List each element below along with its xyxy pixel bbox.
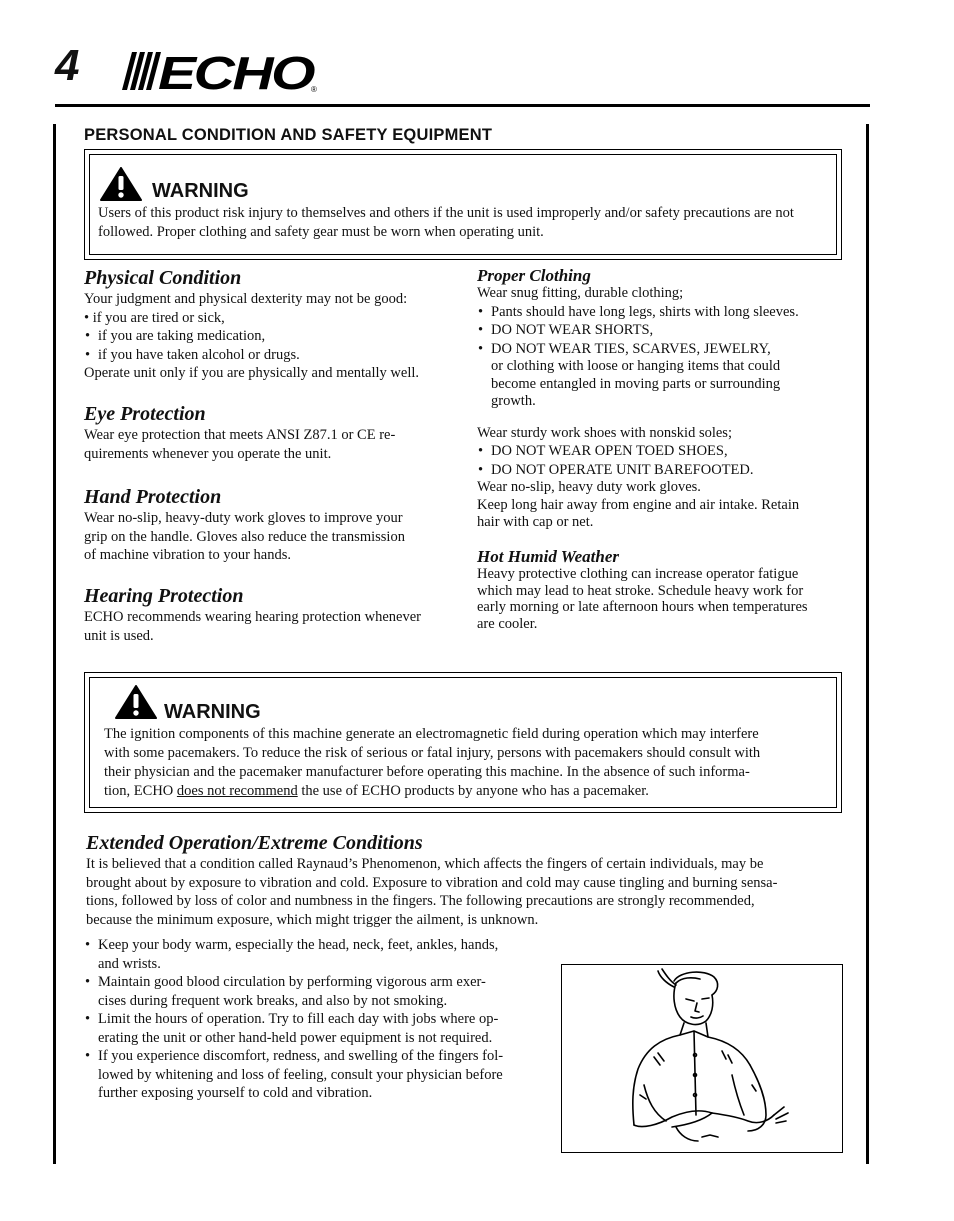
- warning-text-2: [104, 725, 834, 801]
- text-line: their physician and the pacemaker manufacturer before operating this machine. In the absence of such informa-: [104, 764, 750, 780]
- text-line: [104, 782, 834, 801]
- text-span: tion, ECHO: [104, 783, 177, 799]
- text-line: The ignition components of this machine generate an electromagnetic field during operation which may interfere: [104, 726, 759, 742]
- text-line: because the minimum exposure, which might trigger the ailment, is unknown.: [86, 911, 539, 928]
- man-hands-illustration: [562, 965, 842, 1152]
- left-rule: [53, 124, 56, 1164]
- list-item: • DO NOT WEAR TIES, SCARVES, JEWELRY,: [477, 340, 847, 359]
- extended-operation-intro: [86, 855, 846, 929]
- eye-protection-heading: Eye Protection: [84, 403, 206, 425]
- text-line: brought about by exposure to vibration and cold. Exposure to vibration and cold may cause tingling and burning sensa-: [86, 874, 778, 891]
- text-line: early morning or late afternoon hours when temperatures: [477, 599, 808, 615]
- text-line: are cooler.: [477, 615, 538, 632]
- warning-text-1: Users of this product risk injury to themselves and others if the unit is used improperly and/or safety precautions are not followed. Proper clothing and safety gear must be worn when operating unit.: [98, 205, 794, 240]
- text-line: Wear sturdy work shoes with nonskid soles;: [477, 424, 732, 441]
- warning-heading-1: WARNING: [152, 180, 249, 202]
- text-line: Heavy protective clothing can increase operator fatigue: [477, 566, 799, 582]
- list-item: • if you have taken alcohol or drugs.: [84, 346, 459, 365]
- text-line: It is believed that a condition called Raynaud’s Phenomenon, which affects the fingers of certain individuals, may be: [86, 856, 764, 872]
- text-line: Wear no-slip, heavy-duty work gloves to improve your: [84, 510, 403, 526]
- logo-wordmark: ECHO: [158, 48, 316, 94]
- text-line: Keep long hair away from engine and air intake. Retain: [477, 496, 800, 513]
- section-title: PERSONAL CONDITION AND SAFETY EQUIPMENT: [84, 126, 493, 144]
- hand-protection-heading: Hand Protection: [84, 486, 222, 508]
- list-item: • Limit the hours of operation. Try to fill each day with jobs where op- erating the unit or other hand-held power equipment is not required.: [84, 1010, 544, 1047]
- hearing-protection-body: [84, 608, 459, 645]
- list-item: • Pants should have long legs, shirts with long sleeves.: [477, 303, 847, 322]
- text-line: ECHO recommends wearing hearing protection whenever: [84, 609, 422, 625]
- hot-humid-body: [477, 566, 847, 632]
- warning-icon: [100, 167, 142, 206]
- list-item: • Maintain good blood circulation by performing vigorous arm exer- cises during frequent work breaks, and also by not smoking.: [84, 973, 544, 1010]
- svg-text:®: ®: [311, 85, 317, 94]
- text-line: growth.: [491, 393, 536, 409]
- list-item: • if you are taking medication,: [84, 327, 459, 346]
- text-line: grip on the handle. Gloves also reduce the transmission: [84, 528, 405, 545]
- list-item: • DO NOT WEAR OPEN TOED SHOES,: [477, 442, 847, 461]
- right-rule: [866, 124, 869, 1164]
- physical-condition-outro: Operate unit only if you are physically and mentally well.: [84, 365, 420, 381]
- text-line: Wear no-slip, heavy duty work gloves.: [477, 479, 701, 495]
- text-line: with some pacemakers. To reduce the risk of serious or fatal injury, persons with pacemakers should consult with: [104, 745, 761, 761]
- list-item: • DO NOT WEAR SHORTS,: [477, 321, 847, 340]
- text-line: tions, followed by loss of color and numbness in the fingers. The following precautions are strongly recommended,: [86, 893, 755, 909]
- text-span: the use of ECHO products by anyone who has a pacemaker.: [297, 783, 649, 799]
- page-number: 4: [55, 41, 80, 90]
- text-line: unit is used.: [84, 627, 154, 644]
- physical-condition-body: [84, 290, 459, 383]
- echo-logo: [118, 48, 323, 94]
- text-line: of machine vibration to your hands.: [84, 547, 291, 563]
- physical-condition-intro: Your judgment and physical dexterity may not be good:: [84, 291, 408, 307]
- text-line: Wear snug fitting, durable clothing;: [477, 285, 684, 301]
- header-rule: [55, 104, 870, 107]
- hand-protection-body: [84, 509, 459, 565]
- text-line: which may lead to heat stroke. Schedule heavy work for: [477, 582, 804, 599]
- proper-clothing-body: [477, 285, 847, 532]
- underlined-text: does not recommend: [176, 783, 298, 799]
- list-item: • Keep your body warm, especially the head, neck, feet, ankles, hands, and wrists.: [84, 936, 544, 973]
- list-item: • If you experience discomfort, redness, and swelling of the fingers fol- lowed by whitening and loss of feeling, consult your physician before further exposing yourself to cold and vibration.: [84, 1047, 544, 1103]
- text-line: or clothing with loose or hanging items that could: [491, 358, 781, 374]
- physical-condition-first-item: • if you are tired or sick,: [84, 309, 225, 326]
- proper-clothing-heading: Proper Clothing: [477, 266, 591, 285]
- warning-heading-2: WARNING: [164, 701, 261, 723]
- physical-condition-heading: Physical Condition: [84, 267, 242, 289]
- eye-protection-body: [84, 426, 459, 463]
- extended-operation-bullets: [84, 936, 544, 1103]
- hot-humid-heading: Hot Humid Weather: [477, 547, 620, 566]
- warning-icon: [115, 684, 157, 725]
- list-item: • DO NOT OPERATE UNIT BAREFOOTED.: [477, 461, 847, 480]
- raynaud-illustration: [561, 964, 843, 1153]
- extended-operation-heading: Extended Operation/Extreme Conditions: [86, 832, 423, 854]
- text-line: quirements whenever you operate the unit.: [84, 445, 332, 462]
- text-line: hair with cap or net.: [477, 514, 594, 530]
- text-line: Wear eye protection that meets ANSI Z87.1 or CE re-: [84, 427, 396, 443]
- text-line: become entangled in moving parts or surrounding: [491, 375, 781, 392]
- hearing-protection-heading: Hearing Protection: [84, 585, 244, 607]
